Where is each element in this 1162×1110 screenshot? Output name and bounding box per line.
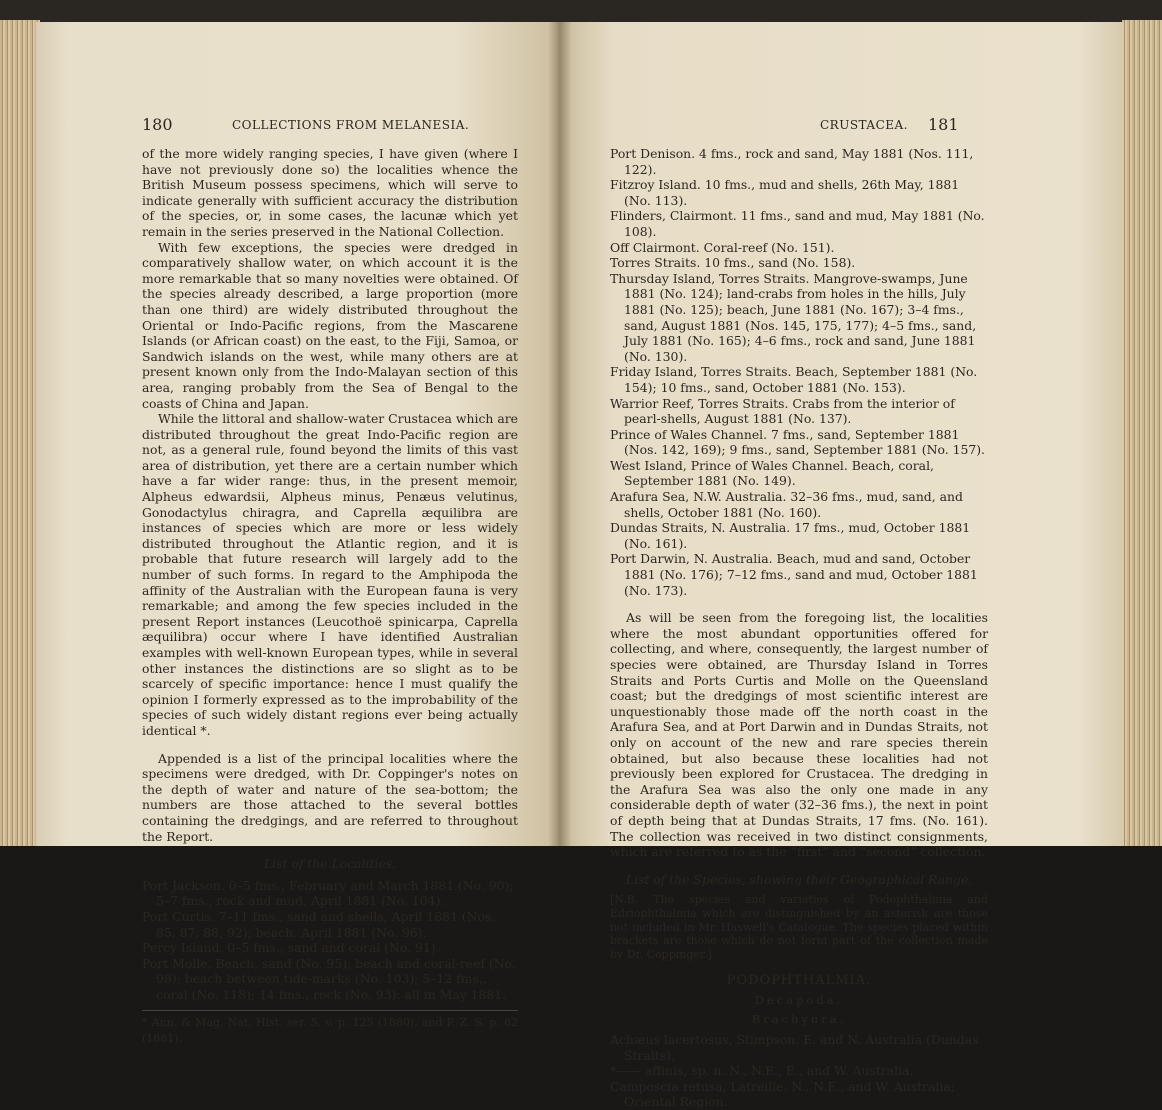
list-item: Off Clairmont. Coral-reef (No. 151). — [610, 239, 835, 255]
paragraph: of the more widely ranging species, I have given (where I have not previously done so) the localities whence the British Museum possess specimens, which will serve to indicate generally with sufficient accuracy the distribution of the species, or, in some cases, the lacunæ which yet remain in the series preserved in the National Collection. — [142, 146, 518, 239]
book-gutter — [548, 22, 572, 846]
paragraph: While the littoral and shallow-water Crustacea which are distributed throughout the great Indo-Pacific region are not, as a general rule, found beyond the limits of this vast area of distribution, yet there are a certain number which have a far wider range: thus, in the present memoir, Alpheus edwardsii, Alpheus minus, Penæus velutinus, Gonodactylus chiragra, and Caprella æquilibra are instances of species which are more or less widely distributed throughout the Atlantic region, and it is probable that future research will largely add to the number of such forms. In regard to the Amphipoda the affinity of the Australian with the European fauna is very remarkable; and among the few species included in the present Report instances (Leucothoë spinicarpa, Caprella æquilibra) occur where I have identified Australian examples with well-known European types, while in several other instances the distinctions are so slight as to be scarcely of specific importance: hence I must qualify the opinion I formerly expressed as to the improbability of the species of such widely distant regions ever being actually identical *. — [142, 411, 518, 738]
species-entry: Achæus lacertosus, Stimpson. E. and N. Australia (Dundas Straits). — [610, 1032, 979, 1063]
left-page — [36, 22, 558, 1046]
list-heading: List of the Localities. — [263, 856, 397, 872]
right-text — [610, 146, 988, 1110]
page-number: 181 — [928, 115, 959, 134]
list-item: Torres Straits. 10 fms., sand (No. 158). — [610, 255, 856, 271]
list-item: Dundas Straits, N. Australia. 17 fms., mud, October 1881 (No. 161). — [610, 520, 971, 551]
species-entry: Camposcia retusa, Latreille. N., N.E., and W. Australia; Oriental Region. — [610, 1078, 955, 1110]
page-number: 180 — [142, 115, 173, 134]
tribe-heading: Brachyura. — [751, 1012, 847, 1027]
list-item: Port Darwin, N. Australia. Beach, mud and sand, October 1881 (No. 176); 7–12 fms., sand and mud, October 1881 (No. 173). — [610, 551, 978, 598]
list-item: Percy Island. 0–5 fms., sand and coral (No. 91). — [142, 940, 440, 956]
footnote: * Ann. & Mag. Nat. Hist. ser. 5, v. p. 125 (1880), and P. Z. S. p. 62 (1881). — [142, 1010, 518, 1046]
list-item: Arafura Sea, N.W. Australia. 32–36 fms., mud, sand, and shells, October 1881 (No. 160). — [610, 489, 963, 520]
paragraph: With few exceptions, the species were dredged in comparatively shallow water, on which account it is the more remarkable that so many novelties were obtained. Of the species already described, a large proportion (more than one third) are widely distributed throughout the Oriental or Indo-Pacific regions, from the Mascarene Islands (or African coast) on the east, to the Fiji, Samoa, or Sandwich islands on the west, while many others are at present known only from the Indo-Malayan section of this area, ranging probably from the Sea of Bengal to the coasts of China and Japan. — [142, 239, 518, 411]
list-item: Flinders, Clairmont. 11 fms., sand and mud, May 1881 (No. 108). — [610, 208, 985, 239]
paragraph: Appended is a list of the principal localities where the specimens were dredged, with Dr. Coppinger's notes on the depth of water and nature of the sea-bottom; the numbers are those attached to the several bottles containing the dredgings, and are referred to throughout the Report. — [142, 750, 518, 844]
list-item: Prince of Wales Channel. 7 fms., sand, September 1881 (Nos. 142, 169); 9 fms., sand, September 1881 (No. 157). — [610, 426, 985, 458]
running-head: CRUSTACEA. — [820, 118, 908, 132]
list-item: Fitzroy Island. 10 fms., mud and shells, 26th May, 1881 (No. 113). — [610, 177, 960, 208]
page-edges-left — [0, 20, 40, 846]
order-heading: PODOPHTHALMIA. — [726, 973, 872, 989]
list-item: Port Curtis. 7–11 fms., sand and shells, April 1881 (Nos. 85, 87, 88, 92); beach, April 1881 (No. 96). — [142, 908, 496, 940]
list-item: West Island, Prince of Wales Channel. Beach, coral, September 1881 (No. 149). — [610, 457, 934, 489]
note: [N.B. The species and varieties of Podophthalmia and Edriophthalmia which are distinguished by an asterisk are those not included in Mr. Haswell's Catalogue. The species placed within brackets are those which do not form part of the collection made by Dr. Coppinger.] — [610, 893, 988, 961]
species-entry: *—— affinis, sp. n. N., N.E., E., and W. Australia. — [610, 1063, 914, 1079]
list-heading: List of the Species, showing their Geographical Range. — [625, 871, 973, 887]
page-edges-right — [1122, 20, 1162, 846]
list-item: Port Jackson. 0–5 fms., February and March 1881 (No. 90); 5–7 fms., rock and mud, April 1881 (No. 104). — [142, 877, 514, 909]
list-item: Thursday Island, Torres Straits. Mangrove-swamps, June 1881 (No. 124); land-crabs from holes in the hills, July 1881 (No. 125); beach, June 1881 (No. 167); 3–4 fms., sand, August 1881 (Nos. 145, 175, 177); 4–5 fms., sand, July 1881 (No. 165); 4–6 fms., rock and sand, June 1881 (No. 130). — [610, 270, 977, 364]
right-page — [558, 22, 1124, 1110]
list-item: Friday Island, Torres Straits. Beach, September 1881 (No. 154); 10 fms., sand, October 1881 (No. 153). — [610, 364, 978, 395]
suborder-heading: Decapoda. — [754, 992, 844, 1007]
list-item: Warrior Reef, Torres Straits. Crabs from the interior of pearl-shells, August 1881 (No. 137). — [610, 395, 955, 427]
running-head: COLLECTIONS FROM MELANESIA. — [232, 118, 470, 132]
paragraph: As will be seen from the foregoing list, the localities where the most abundant opportunities offered for collecting, and where, consequently, the largest number of species were obtained, are Thursday Island in Torres Straits and Ports Curtis and Molle on the Queensland coast; but the dredgings of most scientific interest are unquestionably those made off the north coast in the Arafura Sea, and at Port Darwin and in Dundas Straits, not only on account of the new and rare species therein obtained, but also because these localities had not previously been explored for Crustacea. The dredging in the Arafura Sea was also the only one made in any considerable depth of water (32–36 fms.), the next in point of depth being that at Dundas Straits, 17 fms. (No. 161). The collection was received in two distinct consignments, which are referred to as the “first” and “second” collection. — [610, 610, 988, 860]
left-text — [142, 146, 518, 1047]
list-item: Port Denison. 4 fms., rock and sand, May 1881 (Nos. 111, 122). — [610, 146, 974, 177]
list-item: Port Molle. Beach, sand (No. 95); beach and coral-reef (No. 98); beach between tide-marks (No. 103); 5–12 fms., coral (No. 118); 14 fms., rock (No. 93): all in May 1881. — [142, 955, 516, 1002]
